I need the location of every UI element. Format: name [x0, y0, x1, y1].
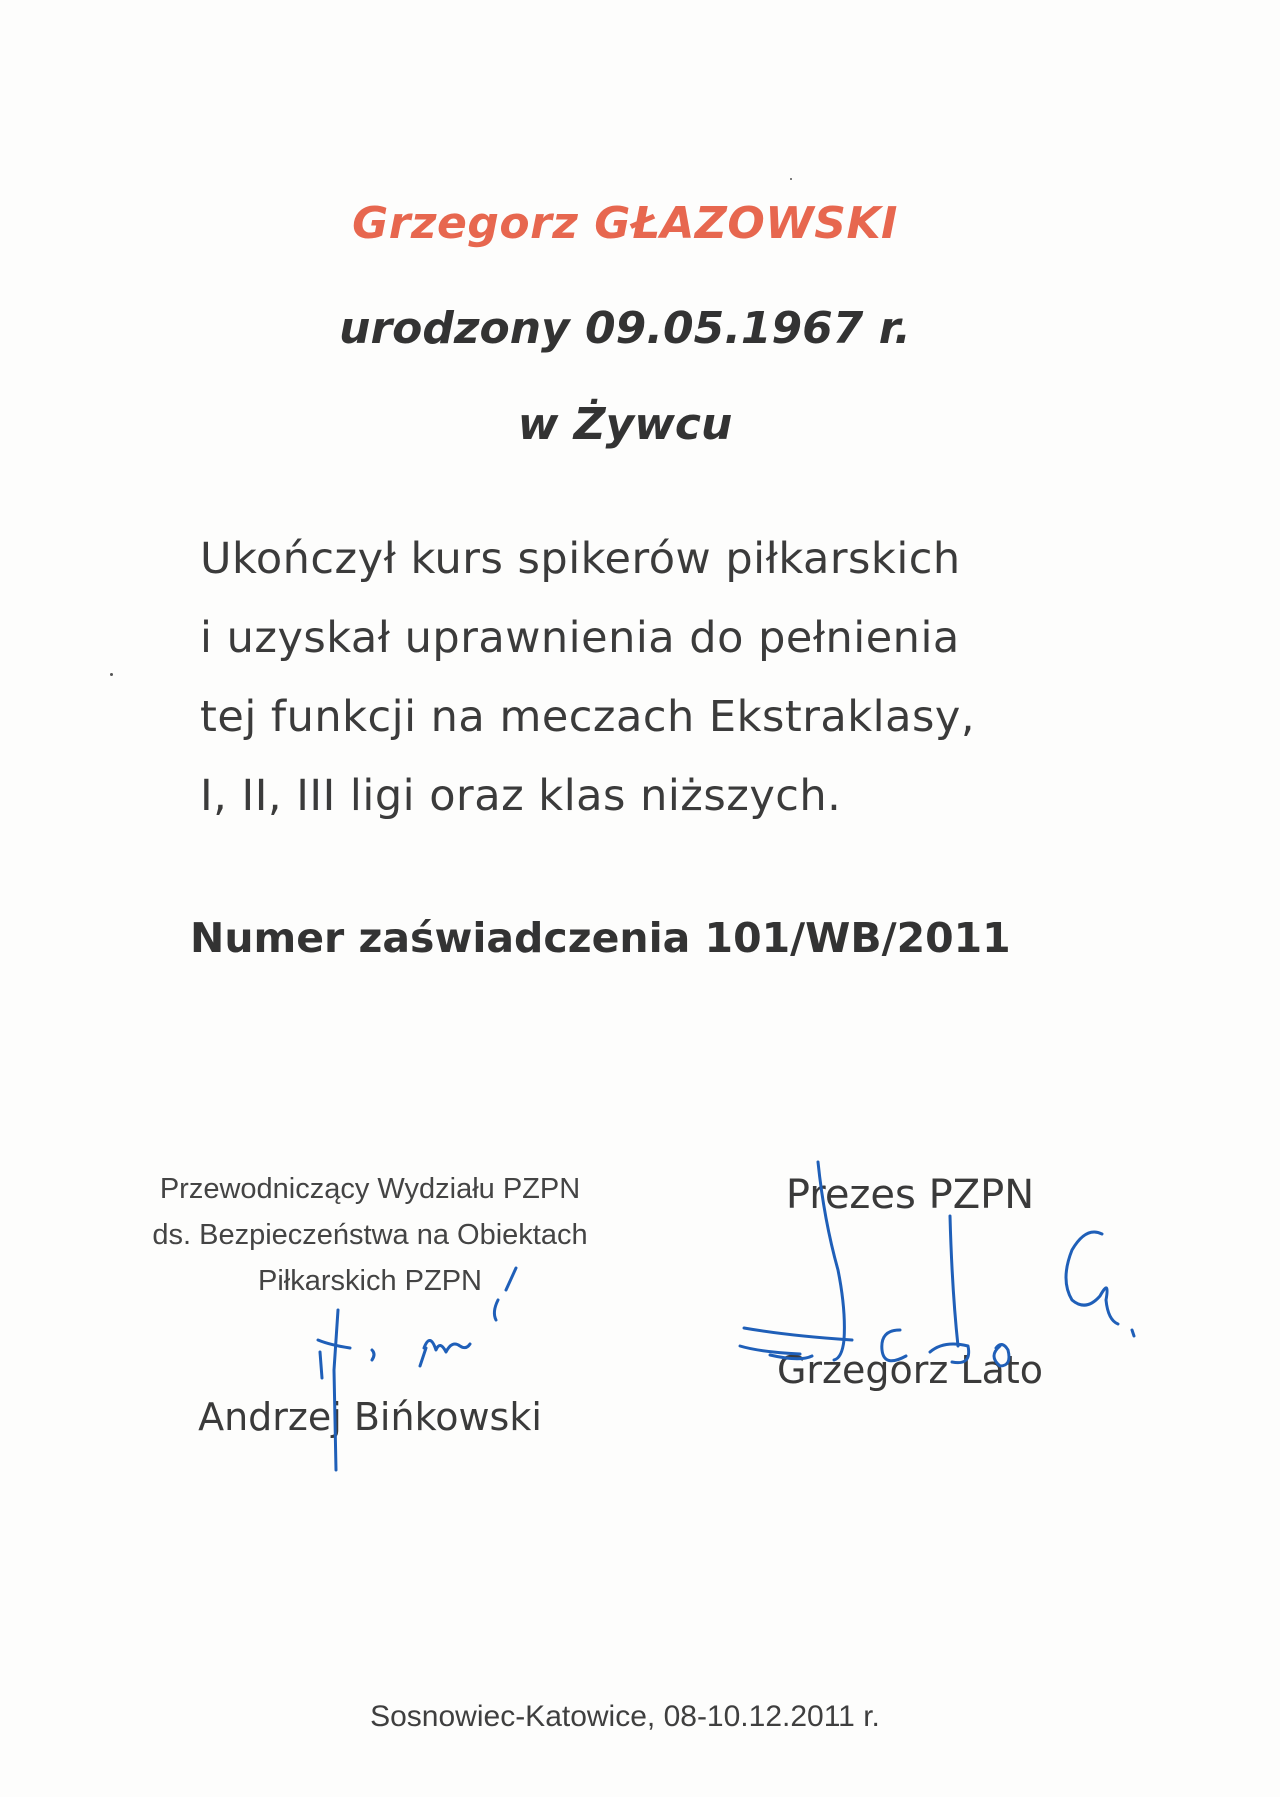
certificate-number: Numer zaświadczenia 101/WB/2011 — [190, 914, 1011, 962]
scan-speck — [110, 673, 113, 676]
left-signatory-title-line: Przewodniczący Wydziału PZPN — [159, 1173, 581, 1205]
left-signatory-title-line: ds. Bezpieczeństwa na Obiektach — [152, 1219, 588, 1251]
birth-place-line: w Żywcu — [517, 399, 733, 450]
right-signatory — [745, 1172, 1075, 1392]
left-signatory-title-line: Piłkarskich PZPN — [258, 1265, 482, 1297]
right-signatory-name: Grzegorz Lato — [776, 1348, 1044, 1392]
body-line: tej funkcji na meczach Ekstraklasy, — [200, 692, 975, 742]
scan-speck — [790, 178, 792, 180]
certificate-body — [200, 520, 1080, 836]
left-signatory — [60, 1166, 680, 1440]
body-line: Ukończył kurs spikerów piłkarskich — [200, 534, 961, 584]
left-signatory-name: Andrzej Bińkowski — [198, 1395, 542, 1439]
right-signatory-title: Prezes PZPN — [785, 1172, 1035, 1218]
place-and-date: Sosnowiec-Katowice, 08-10.12.2011 r. — [370, 1700, 880, 1733]
holder-name: Grzegorz GŁAZOWSKI — [352, 198, 898, 249]
birth-date-line: urodzony 09.05.1967 r. — [339, 303, 911, 354]
body-line: i uzyskał uprawnienia do pełnienia — [200, 613, 960, 663]
body-line: I, II, III ligi oraz klas niższych. — [200, 771, 842, 821]
